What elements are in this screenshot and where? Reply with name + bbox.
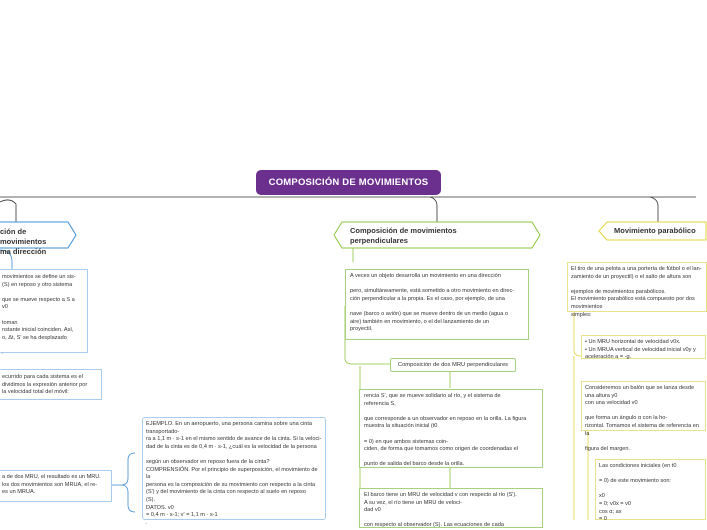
left-heading[interactable]: ción de movimientos ma dirección bbox=[0, 227, 47, 256]
right-box-1-text: El tiro de una pelota a una portería de fútbol o el lan- zamiento de un proyectil) o el salto de altura son ejemplos de movimientos parabólicos. El movimiento parabólico está compuesto por dos movimientos simples: bbox=[571, 266, 702, 318]
left-box-3[interactable] bbox=[0, 470, 112, 502]
central-topic[interactable]: COMPOSICIÓN DE MOVIMIENTOS bbox=[256, 170, 441, 195]
center-box-1-text: rencia S', que se mueve solidario al río, y el sistema de referencia S, que corresponde a un observador en reposo en la orilla. La figura muestra la situación inicial (t0 = 0) en que ambos sistemas coin- ciden, de forma que tomamos como origen de coordenadas el punto de salida del barco desde la orilla. bbox=[364, 393, 527, 468]
right-box-2-text: Consideremos un balón que se lanza desde una altura y0 con una velocidad v0 que forma un ángulo α con la ho- rizontal. Tomamos el sistema de referencia en la figura del margen. bbox=[585, 385, 699, 452]
left-box-3-text: a de dos MRU, el resultado es un MRU. los dos movimientos son MRUA, el re- es un MRUA. bbox=[2, 474, 101, 496]
left-box-1-text: movimientos se define un sis- (S) en reposo y otro sistema que se mueve respecto a S a v0 toman nstante inicial coinciden. Así, o, Δt, S' se ha desplazado . bbox=[2, 274, 76, 356]
right-box-3[interactable] bbox=[595, 459, 706, 523]
right-bullets-text: • Un MRU horizontal de velocidad v0x. • Un MRUA vertical de velocidad inicial v0y y aceleración a = -g. bbox=[585, 339, 696, 361]
center-box-2[interactable] bbox=[359, 488, 543, 528]
center-intro-text: A veces un objeto desarrolla un movimiento en una dirección pero, simultáneamente, está sometido a otro movimiento en direc- ción perpendicular a la propia. Es el caso, por ejemplo, de una nave (barco o avión) que se mueve dentro de un medio (agua o aire) también en movimiento, o el del lanzamiento de un proyectil. bbox=[350, 273, 515, 333]
center-heading[interactable]: Composición de movimientos perpendiculares bbox=[350, 226, 457, 245]
center-intro-box[interactable] bbox=[345, 269, 529, 340]
right-box-1[interactable] bbox=[567, 262, 707, 318]
left-box-1[interactable] bbox=[0, 269, 88, 356]
left-box-2-text: ecurrido para cada sistema es el dividimos la expresión anterior por la velocidad total del móvil: bbox=[2, 374, 88, 396]
right-box-3-text: Las condiciones iniciales (en t0 = 0) de este movimiento son: x0 = 0; v0x = v0 cos α; ax = 0 bbox=[599, 463, 677, 523]
right-heading[interactable]: Movimiento parabólico bbox=[614, 226, 696, 235]
example-box-text: EJEMPLO. En un aeropuerto, una persona camina sobre una cinta transportado- ra a 1,1 m · s-1 en el mismo sentido de avance de la cinta. Si la veloci- dad de la cinta es de 0,4 m · s-1, ¿cuál es la velocidad de la persona según un observador en reposo fuera de la cinta? COMPRENSIÓN. Por el principio de superposición, el movimiento de la persona es la composición de su movimiento con respecto a la cinta (S') y del movimiento de la cinta con respecto al suelo en reposo (S). DATOS. v0 = 0,4 m · s-1; v' = 1,1 m · s-1 . bbox=[146, 421, 322, 526]
center-box-2-text: El barco tiene un MRU de velocidad v con respecto al río (S'). A su vez, el río tiene un MRU de veloci- dad v0 con respecto al observador (S). Las ecuaciones de cada bbox=[364, 492, 517, 529]
center-subtopic[interactable]: Composición de dos MRU perpendiculares bbox=[390, 358, 516, 372]
center-box-1[interactable] bbox=[359, 389, 543, 468]
right-box-2[interactable] bbox=[581, 381, 706, 452]
example-box[interactable] bbox=[142, 417, 326, 526]
left-box-2[interactable] bbox=[0, 369, 102, 400]
right-bullets-box[interactable] bbox=[581, 335, 706, 359]
